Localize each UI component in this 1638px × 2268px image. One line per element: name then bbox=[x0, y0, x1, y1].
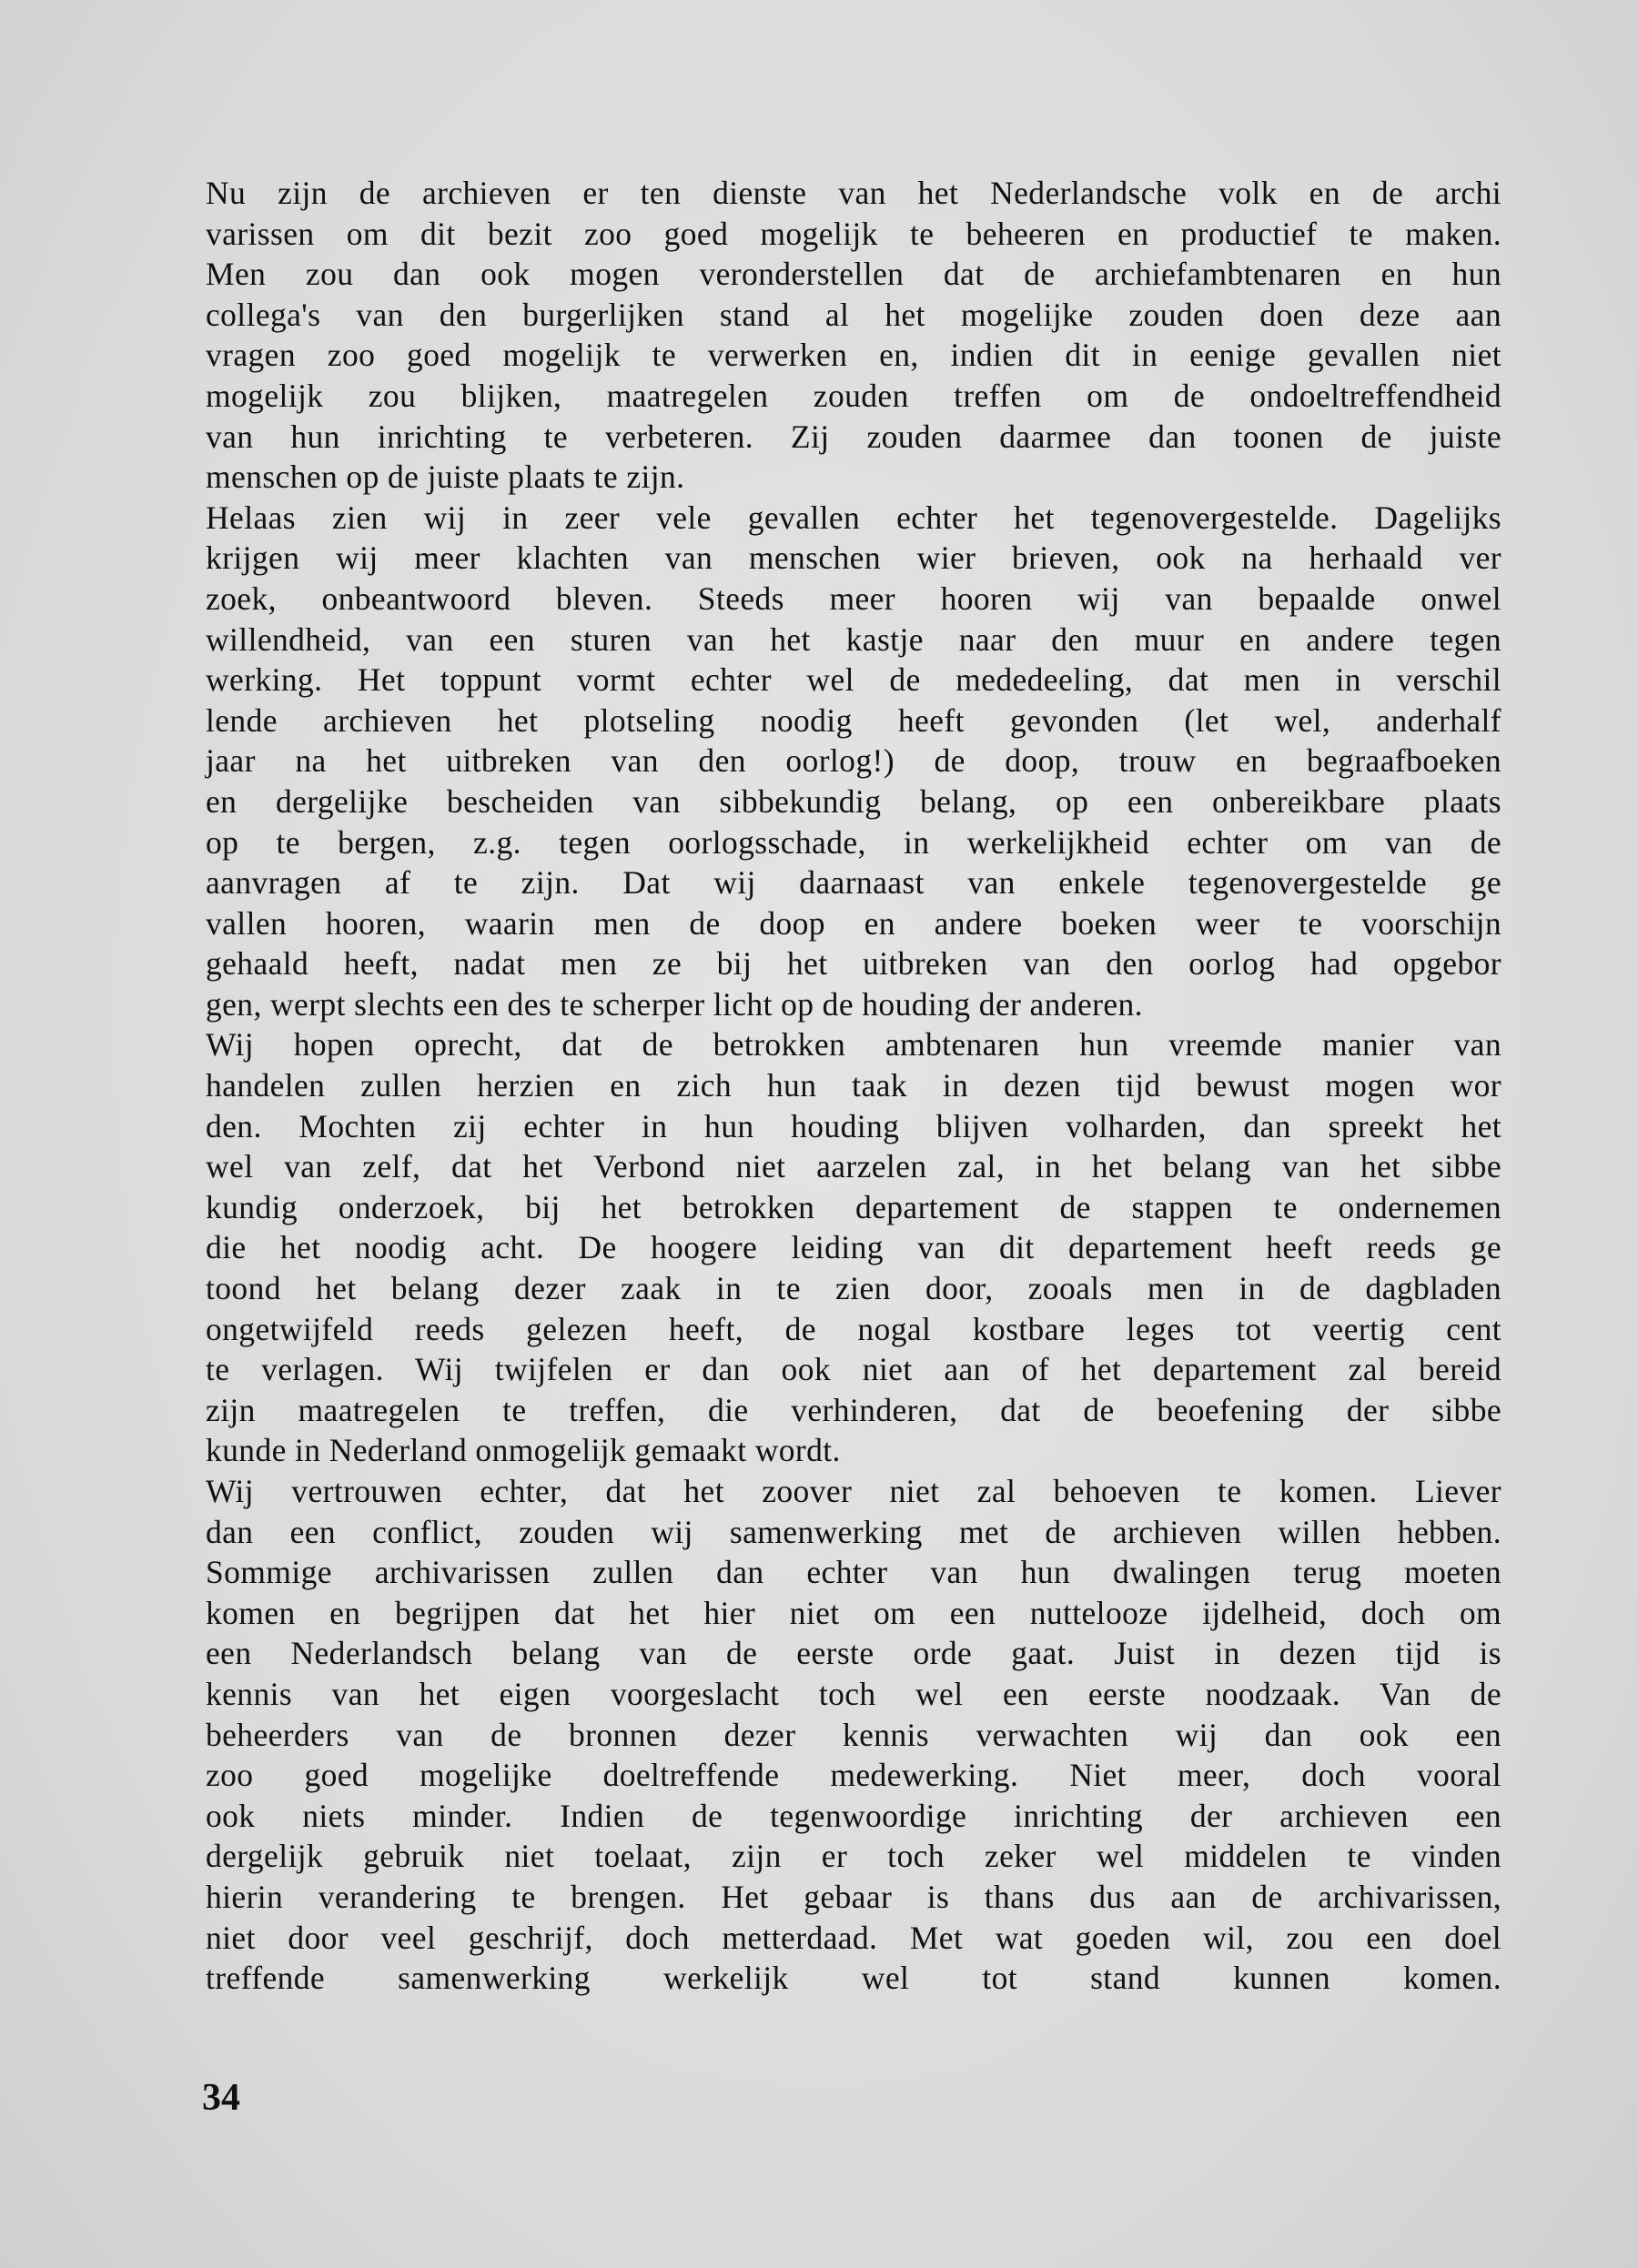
text-line: een Nederlandsch belang van de eerste orde gaat. Juist in dezen tijd is bbox=[206, 1635, 1502, 1672]
text-line: werking. Het toppunt vormt echter wel de mededeeling, dat men in verschil bbox=[206, 661, 1502, 699]
text-line: dergelijk gebruik niet toelaat, zijn er toch zeker wel middelen te vinden bbox=[206, 1838, 1502, 1875]
text-line: op te bergen, z.g. tegen oorlogsschade, in werkelijkheid echter om van de bbox=[206, 823, 1502, 861]
text-line: varissen om dit bezit zoo goed mogelijk te beheeren en productief te maken. bbox=[206, 215, 1502, 252]
text-line: menschen op de juiste plaats te zijn. bbox=[206, 459, 685, 496]
text-line: Sommige archivarissen zullen dan echter van hun dwalingen terug moeten bbox=[206, 1554, 1502, 1591]
text-line: beheerders van de bronnen dezer kennis verwachten wij dan ook een bbox=[206, 1716, 1502, 1753]
text-line: Helaas zien wij in zeer vele gevallen echter het tegenovergestelde. Dagelijks bbox=[206, 499, 1502, 536]
text-line: kunde in Nederland onmogelijk gemaakt wordt. bbox=[206, 1432, 841, 1469]
text-line: Wij vertrouwen echter, dat het zoover niet zal behoeven te komen. Liever bbox=[206, 1473, 1502, 1509]
text-line: krijgen wij meer klachten van menschen wier brieven, ook na herhaald ver bbox=[206, 539, 1502, 577]
text-line: kennis van het eigen voorgeslacht toch wel een eerste noodzaak. Van de bbox=[206, 1675, 1502, 1712]
text-line: vallen hooren, waarin men de doop en andere boeken weer te voorschijn bbox=[206, 904, 1502, 942]
text-line: toond het belang dezer zaak in te zien door, zooals men in de dagbladen bbox=[206, 1270, 1502, 1307]
text-line: zoo goed mogelijke doeltreffende medewerking. Niet meer, doch vooral bbox=[206, 1757, 1502, 1794]
text-line: die het noodig acht. De hoogere leiding van dit departement heeft reeds ge bbox=[206, 1229, 1502, 1266]
text-line: dan een conflict, zouden wij samenwerking met de archieven willen hebben. bbox=[206, 1513, 1502, 1550]
page-number: 34 bbox=[202, 2077, 240, 2119]
text-line: kundig onderzoek, bij het betrokken departement de stappen te ondernemen bbox=[206, 1188, 1502, 1225]
text-line: en dergelijke bescheiden van sibbekundig belang, op een onbereikbare plaats bbox=[206, 782, 1502, 820]
text-line: den. Mochten zij echter in hun houding blijven volharden, dan spreekt het bbox=[206, 1107, 1502, 1144]
text-line: Wij hopen oprecht, dat de betrokken ambtenaren hun vreemde manier van bbox=[206, 1026, 1502, 1063]
text-line: vragen zoo goed mogelijk te verwerken en, indien dit in eenige gevallen niet bbox=[206, 337, 1502, 374]
text-line: Men zou dan ook mogen veronderstellen dat de archiefambtenaren en hun bbox=[206, 256, 1502, 293]
text-line: van hun inrichting te verbeteren. Zij zouden daarmee dan toonen de juiste bbox=[206, 418, 1502, 455]
text-line: lende archieven het plotseling noodig heeft gevonden (let wel, anderhalf bbox=[206, 701, 1502, 739]
text-line: aanvragen af te zijn. Dat wij daarnaast van enkele tegenovergestelde ge bbox=[206, 864, 1502, 902]
text-line: ongetwijfeld reeds gelezen heeft, de nogal kostbare leges tot veertig cent bbox=[206, 1310, 1502, 1347]
text-line: te verlagen. Wij twijfelen er dan ook niet aan of het departement zal bereid bbox=[206, 1351, 1502, 1388]
text-line: wel van zelf, dat het Verbond niet aarzelen zal, in het belang van het sibbe bbox=[206, 1148, 1502, 1185]
text-line: zijn maatregelen te treffen, die verhinderen, dat de beoefening der sibbe bbox=[206, 1391, 1502, 1428]
text-line: mogelijk zou blijken, maatregelen zouden treffen om de ondoeltreffendheid bbox=[206, 377, 1502, 414]
text-line: hierin verandering te brengen. Het gebaar is thans dus aan de archivarissen, bbox=[206, 1878, 1502, 1915]
body-text bbox=[206, 173, 1502, 1999]
text-line: willendheid, van een sturen van het kastje naar den muur en andere tegen bbox=[206, 620, 1502, 658]
text-line: niet door veel geschrijf, doch metterdaad. Met wat goeden wil, zou een doel bbox=[206, 1919, 1502, 1956]
text-line: gehaald heeft, nadat men ze bij het uitbreken van den oorlog had opgebor bbox=[206, 945, 1502, 983]
text-line: ook niets minder. Indien de tegenwoordige inrichting der archieven een bbox=[206, 1797, 1502, 1834]
text-line: zoek, onbeantwoord bleven. Steeds meer hooren wij van bepaalde onwel bbox=[206, 580, 1502, 617]
text-line: komen en begrijpen dat het hier niet om een nuttelooze ijdelheid, doch om bbox=[206, 1594, 1502, 1631]
text-line: collega's van den burgerlijken stand al het mogelijke zouden doen deze aan bbox=[206, 296, 1502, 333]
text-line: jaar na het uitbreken van den oorlog!) de doop, trouw en begraafboeken bbox=[206, 742, 1502, 780]
text-line: handelen zullen herzien en zich hun taak in dezen tijd bewust mogen wor bbox=[206, 1067, 1502, 1104]
text-line: gen, werpt slechts een des te scherper licht op de houding der anderen. bbox=[206, 985, 1143, 1023]
text-line: Nu zijn de archieven er ten dienste van het Nederlandsche volk en de archi bbox=[206, 175, 1502, 211]
text-line: treffende samenwerking werkelijk wel tot stand kunnen komen. bbox=[206, 1960, 1502, 1997]
